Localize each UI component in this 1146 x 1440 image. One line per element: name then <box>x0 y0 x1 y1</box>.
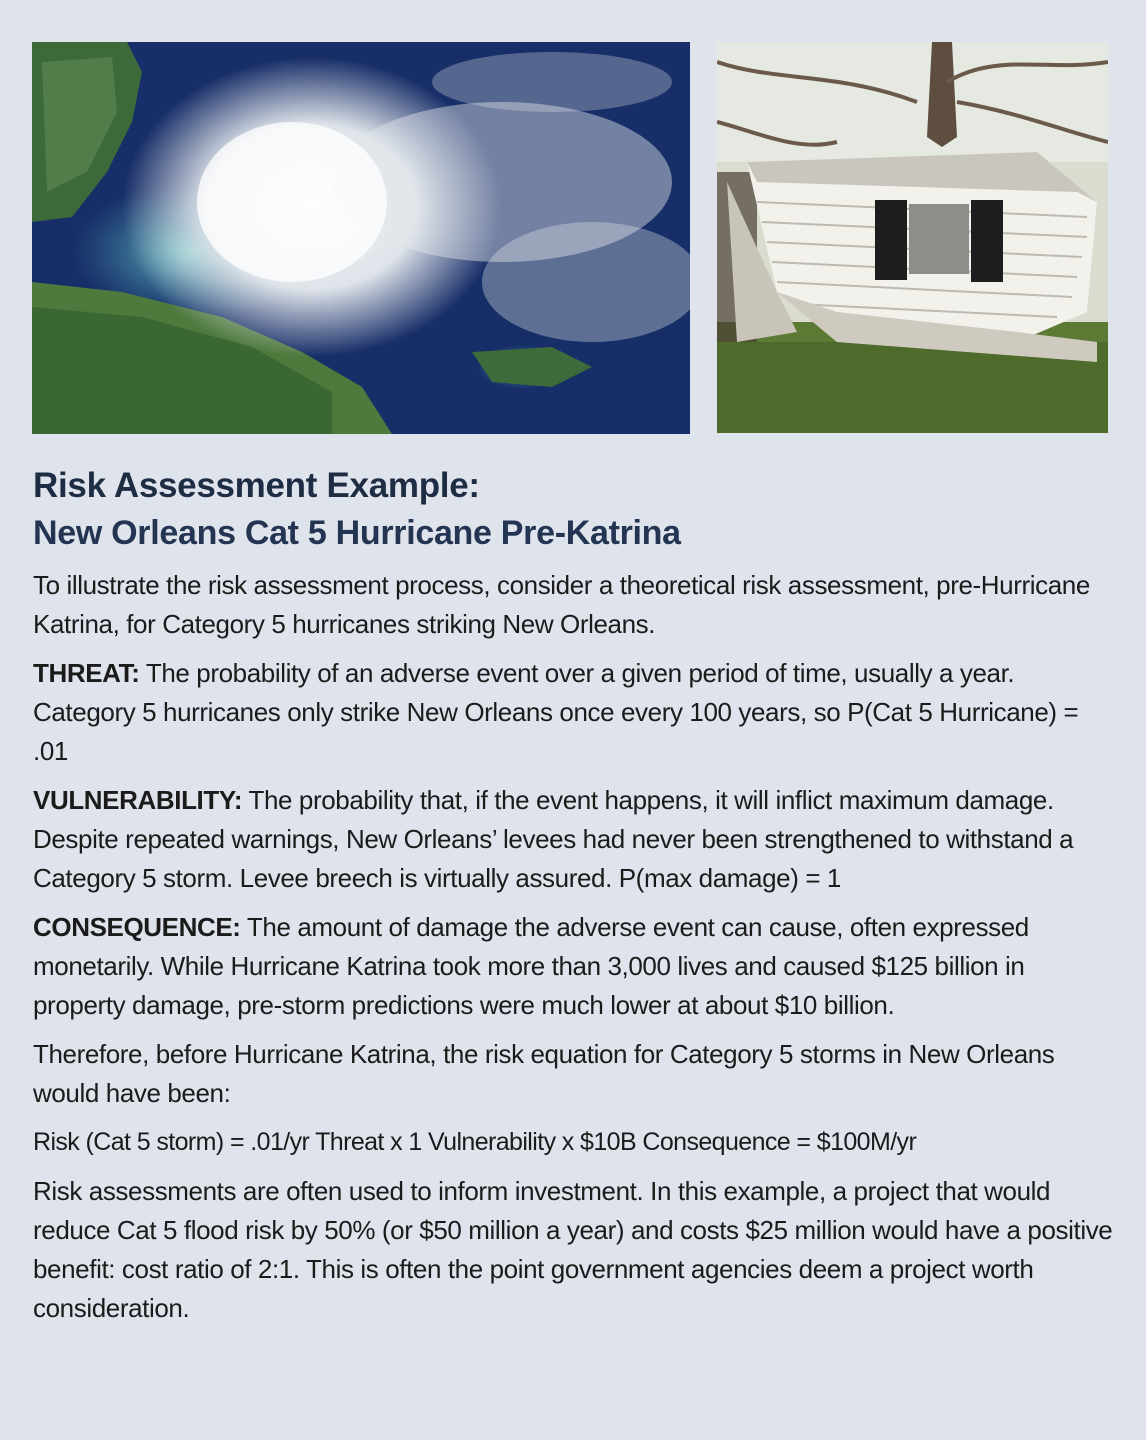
threat-paragraph <box>33 654 1113 771</box>
intro-paragraph: To illustrate the risk assessment process, consider a theoretical risk assessment, pre-Hurricane Katrina, for Category 5 hurricanes striking New Orleans. <box>33 570 1090 639</box>
risk-equation: Risk (Cat 5 storm) = .01/yr Threat x 1 Vulnerability x $10B Consequence = $100M/yr <box>33 1128 917 1156</box>
page-subtitle: New Orleans Cat 5 Hurricane Pre-Katrina <box>33 514 681 552</box>
vulnerability-paragraph <box>33 781 1113 898</box>
threat-label: THREAT: <box>33 658 140 688</box>
hurricane-satellite-image <box>32 42 690 434</box>
collapsed-house-photo <box>717 42 1108 433</box>
vulnerability-text: The probability that, if the event happens, it will inflict maximum damage. Despite repeated warnings, New Orleans’ levees had never been strengthened to withstand a Category 5 storm. Levee breech is virtually assured. P(max damage) = 1 <box>33 785 1074 893</box>
vulnerability-label: VULNERABILITY: <box>33 785 243 815</box>
consequence-text: The amount of damage the adverse event can cause, often expressed monetarily. While Hurricane Katrina took more than 3,000 lives and caused $125 billion in property damage, pre-storm predictions were much lower at about $10 billion. <box>33 912 1029 1020</box>
therefore-paragraph: Therefore, before Hurricane Katrina, the risk equation for Category 5 storms in New Orleans would have been: <box>33 1039 1055 1108</box>
article-body <box>33 462 1113 1338</box>
conclusion-paragraph: Risk assessments are often used to inform investment. In this example, a project that would reduce Cat 5 flood risk by 50% (or $50 million a year) and costs $25 million would have a positive benefit: cost ratio of 2:1. This is often the point government agencies deem a project worth consideration. <box>33 1176 1113 1323</box>
consequence-label: CONSEQUENCE: <box>33 912 241 942</box>
threat-text: The probability of an adverse event over a given period of time, usually a year. Category 5 hurricanes only strike New Orleans once every 100 years, so P(Cat 5 Hurricane) = .01 <box>33 658 1079 766</box>
page-title: Risk Assessment Example: <box>33 466 480 505</box>
consequence-paragraph <box>33 908 1113 1025</box>
